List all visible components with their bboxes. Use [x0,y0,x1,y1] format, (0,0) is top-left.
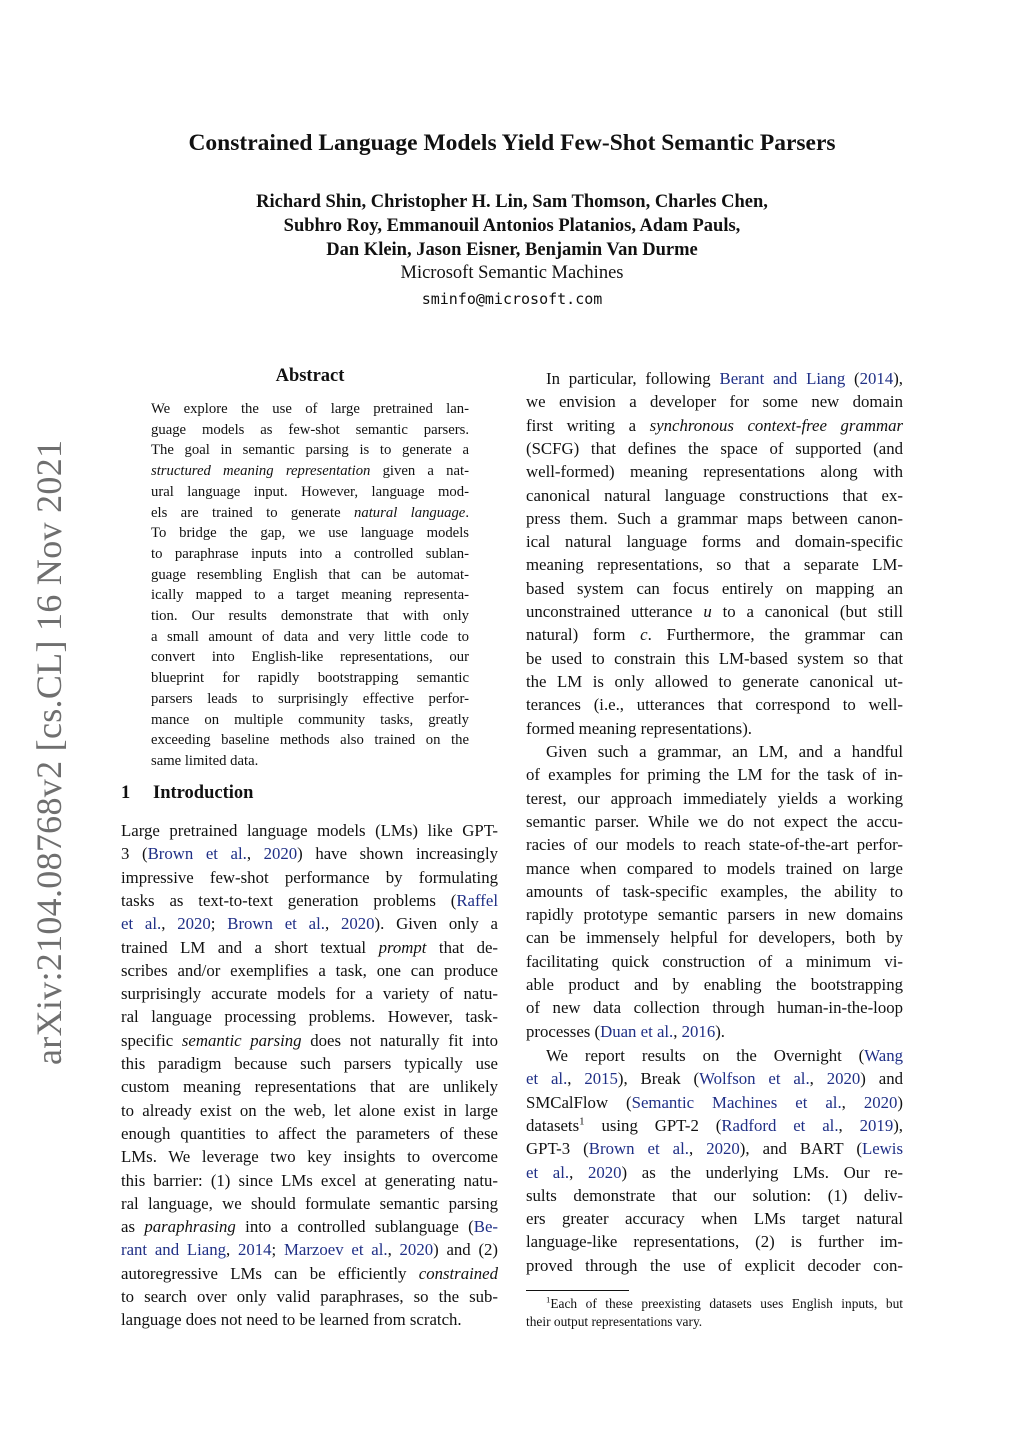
citation-link[interactable]: 2020 [826,1069,861,1089]
body-line [526,647,903,670]
body-line [526,1230,903,1253]
body-line [121,1122,498,1145]
text-span: as [121,1217,145,1237]
body-line [526,1044,903,1067]
text-span: ral language, we should formulate semantic parsing [121,1193,498,1213]
body-line [526,623,903,646]
text-span: , [226,1240,238,1260]
body-line [526,880,903,903]
text-span: , [246,844,264,864]
text-span: we envision a developer for some new domain [526,392,903,412]
body-line [526,1184,903,1207]
text-span: datasets [526,1115,580,1135]
citation-link[interactable]: et al. [121,914,162,934]
text-span: mance on multiple community tasks, greatly [151,711,469,728]
text-span: canonical natural language constructions that ex- [526,485,903,505]
text-span: ). [715,1021,725,1041]
paper-title: Constrained Language Models Yield Few-Shot Semantic Parsers [188,130,836,156]
text-span: , [688,1139,707,1159]
body-line [526,693,903,716]
italic-text: natural language [354,504,466,521]
text-span: to paraphrase inputs into a controlled sublan- [151,545,469,562]
body-line [121,1169,498,1192]
text-span: unconstrained utterance [526,602,704,621]
text-span: meaning representations, so that a separate LM- [526,555,903,575]
text-span: semantic parser. While we do not expect the accu- [526,811,903,831]
text-span: To bridge the gap, we use language models [151,525,469,542]
body-line [121,1075,498,1098]
body-line [526,1091,903,1114]
italic-text: synchronous context-free grammar [649,415,903,435]
body-line [526,717,903,740]
body-line [526,600,903,623]
italic-text: semantic parsing [181,1030,302,1050]
text-span: terances (i.e., utterances that correspond to well- [526,695,903,715]
text-span: language-like representations, (2) is further im- [526,1232,903,1252]
body-line [526,740,903,763]
text-span: sults demonstrate that our solution: (1) deliv- [526,1185,903,1205]
text-span: first writing a [526,415,650,435]
text-span: els are trained to generate [151,504,355,521]
text-span: ral language processing problems. However, task- [121,1007,498,1027]
body-line [121,1238,498,1261]
text-span: tion. Our results demonstrate that with only [151,608,469,624]
body-line [526,833,903,856]
text-span: surprisingly accurate models for a variety of natu- [121,984,498,1004]
text-span: a small amount of data and very little code to [151,628,469,645]
body-line [526,530,903,553]
body-line [526,414,903,437]
body-line [526,1020,903,1043]
body-line [121,889,498,912]
body-line [121,819,498,842]
abstract-line [151,461,469,482]
citation-link[interactable]: Wang [864,1046,903,1065]
citation-link[interactable]: Lewis [861,1139,903,1159]
citation-link[interactable]: Radford et al. [721,1115,839,1135]
arxiv-stamp: arXiv:2104.08768v2 [cs.CL] 16 Nov 2021 [29,439,69,1065]
citation-link[interactable]: Be- [473,1217,498,1237]
text-span: ) as the underlying LMs. Our re- [621,1162,903,1182]
italic-text: constrained [418,1263,498,1283]
body-line [121,1192,498,1215]
body-line [121,936,498,959]
abstract-line [151,544,469,565]
text-span: , [567,1069,585,1089]
body-line [526,926,903,949]
text-span: (SCFG) that defines the space of supported (and [526,438,903,458]
text-span: . Furthermore, the grammar can [647,625,903,645]
citation-link[interactable]: et al. [526,1162,570,1182]
text-span: LMs. We leverage two key insights to overcome [121,1147,498,1167]
contact-email: sminfo@microsoft.com [421,290,603,308]
text-span: ), and BART ( [739,1139,862,1159]
text-span: ) [897,1092,903,1112]
text-span: of examples for priming the LM for the task of in- [526,765,903,785]
text-span: , [161,914,178,934]
citation-link[interactable]: Berant and Liang [719,369,846,388]
footnote-marker: 1 [546,1294,551,1305]
text-span: guage models as few-shot semantic parsers. [151,421,469,438]
body-line [121,1029,498,1052]
body-line [526,996,903,1019]
text-span: We explore the use of large pretrained lan- [151,401,469,417]
text-span: this barrier: (1) since LMs excel at generating natu- [121,1170,498,1190]
body-line [526,787,903,810]
text-span: GPT-3 ( [526,1139,589,1159]
citation-link[interactable]: Brown et al. [147,844,247,864]
citation-link[interactable]: Marzoev et al. [283,1240,388,1260]
text-span: trained LM and a short textual [121,937,379,957]
affiliation: Microsoft Semantic Machines [400,263,624,283]
footnote-rule [526,1290,629,1291]
text-span: The goal in semantic parsing is to generate a [151,442,469,459]
text-span: that de- [426,937,499,957]
body-line [526,577,903,600]
body-line [526,1067,903,1090]
body-line [121,982,498,1005]
abstract-line [151,730,469,751]
italic-text: structured meaning representation [151,463,371,480]
abstract-line [151,606,469,627]
body-line [121,1308,498,1331]
text-span: of new data collection through human-in-the-loop [526,998,903,1018]
abstract-line [151,585,469,606]
text-span: autoregressive LMs can be efficiently [121,1263,419,1283]
text-span: to search over only valid paraphrases, so the sub- [121,1287,498,1306]
text-span: In particular, following [546,369,720,388]
citation-link[interactable]: Brown et al. [588,1139,689,1159]
body-line [121,842,498,865]
body-line [526,903,903,926]
body-line [526,810,903,833]
body-line [526,553,903,576]
text-span: press them. Such a grammar maps between canon- [526,508,903,528]
text-span: , [673,1021,682,1041]
text-span: language does not need to be learned from scratch. [121,1310,462,1330]
body-line [526,763,903,786]
abstract-line [151,647,469,668]
abstract-line [151,751,469,772]
text-span: , [838,1115,860,1135]
citation-link[interactable]: 2020 [263,844,298,864]
text-span: 3 ( [121,844,148,864]
body-line [526,950,903,973]
body-line [121,959,498,982]
body-line [526,973,903,996]
text-span: ), [893,369,903,388]
citation-link[interactable]: Duan et al. [600,1021,674,1041]
text-span: this paradigm because such parsers typically use [121,1054,498,1073]
body-line [526,390,903,413]
section-heading-introduction [121,783,253,804]
italic-text: paraphrasing [144,1217,236,1237]
body-line [526,367,903,390]
citation-link[interactable]: Semantic Machines et al. [631,1092,842,1112]
abstract-line [151,399,469,420]
text-span: terest, our approach immediately yields a working [526,788,903,808]
text-span: ), [893,1115,903,1135]
italic-text: c [640,625,648,645]
text-span: the LM is only allowed to generate canonical ut- [526,671,903,691]
text-span: proved through the use of explicit decoder con- [526,1255,903,1275]
text-span: ). Given only a [374,914,498,934]
text-span: into a controlled sublanguage ( [235,1217,474,1237]
citation-link[interactable]: 2014 [237,1240,272,1260]
text-span: tasks as text-to-text generation problems ( [121,890,457,910]
body-line [526,1137,903,1160]
body-line [526,857,903,880]
citation-link[interactable]: 2020 [863,1092,898,1112]
text-span: using GPT-2 ( [584,1115,722,1135]
text-span: ) and (2) [433,1240,499,1260]
text-span: to already exist on the web, let alone exist in large [121,1100,498,1120]
text-span: Given such a grammar, an LM, and a handful [546,742,903,761]
text-span: be used to constrain this LM-based system so that [526,648,903,668]
text-span: ) and [860,1069,903,1089]
text-span: custom meaning representations that are unlikely [121,1077,498,1097]
text-span: SMCalFlow ( [526,1092,632,1112]
text-span: , [569,1162,588,1182]
section-title: Introduction [153,783,254,803]
text-span: enough quantities to affect the parameters of these [121,1123,498,1143]
text-span: convert into English-like representations, our [151,649,469,666]
text-span: ), Break ( [617,1069,700,1089]
text-span: ical natural language forms and domain-specific [526,532,903,552]
citation-link[interactable]: 2020 [177,914,211,934]
citation-link[interactable]: 2020 [399,1240,434,1260]
abstract-line [151,482,469,503]
text-span: blueprint for rapidly bootstrapping semantic [151,670,469,687]
citation-link[interactable]: 2015 [584,1069,618,1089]
text-span: amounts of task-specific examples, the ability to [526,881,903,901]
text-span: , [324,914,341,934]
text-span: ( [845,369,860,388]
body-line [526,460,903,483]
text-span: Large pretrained language models (LMs) like GPT- [121,821,498,840]
text-span: ers greater accuracy when LMs target natural [526,1209,903,1229]
citation-link[interactable]: Brown et al. [227,914,325,934]
text-span: Each of these preexisting datasets uses English inputs, but [550,1296,903,1311]
text-span: their output representations vary. [526,1314,703,1329]
abstract-line [151,668,469,689]
italic-text: u [703,602,712,621]
body-line [121,1052,498,1075]
text-span: facilitating quick construction of a minimum vi- [526,951,903,971]
text-span: ; [210,914,228,934]
text-span: We report results on the Overnight ( [546,1046,865,1065]
text-span: scribes and/or exemplifies a task, one can produce [121,960,498,980]
text-span: same limited data. [151,752,259,769]
citation-link[interactable]: 2020 [706,1139,740,1159]
abstract-line [151,565,469,586]
text-span: ically mapped to a target meaning representa- [151,587,469,604]
text-span: guage resembling English that can be automat- [151,566,469,583]
text-span: well-formed) meaning representations along with [526,462,903,482]
abstract-line [151,710,469,731]
text-span: , [841,1092,864,1112]
text-span: ) have shown increasingly [297,844,499,864]
abstract-line [151,420,469,441]
text-span: able product and by enabling the bootstrapping [526,975,903,994]
body-line [526,484,903,507]
abstract-line [151,627,469,648]
text-span: given a nat- [370,463,469,480]
abstract-heading: Abstract [275,366,345,386]
abstract-line [151,689,469,710]
text-span: exceeding baseline methods also trained on the [151,732,469,749]
citation-link[interactable]: 2016 [681,1021,716,1041]
italic-text: prompt [378,937,427,957]
text-span: ; [271,1240,284,1260]
abstract-line [151,503,469,524]
text-span: specific [121,1030,182,1050]
text-span: , [387,1240,400,1260]
citation-link[interactable]: Wolfson et al. [699,1069,810,1089]
text-span: mance when compared to models trained on large [526,858,903,878]
abstract-line [151,440,469,461]
body-line [121,912,498,935]
text-span: rapidly prototype semantic parsers in new domains [526,905,903,925]
citation-link[interactable]: 2020 [340,914,375,934]
footnote-marker: 1 [579,1115,585,1128]
citation-link[interactable]: Raffel [456,890,498,910]
citation-link[interactable]: 2014 [859,369,894,388]
text-span: ural language input. However, language mod- [151,483,469,500]
body-line [526,670,903,693]
body-line [121,1145,498,1168]
author-line: Subhro Roy, Emmanouil Antonios Platanios, Adam Pauls, [283,216,741,236]
body-line [526,1114,903,1137]
text-span: does not naturally fit into [301,1030,499,1050]
author-list [0,190,1024,262]
body-line [526,437,903,460]
citation-link[interactable]: rant and Liang [121,1240,226,1260]
body-line [121,1262,498,1285]
text-span: based system can focus entirely on mapping an [526,578,903,598]
body-line [526,1161,903,1184]
body-line [121,1215,498,1238]
body-line [121,1005,498,1028]
text-span: natural) form [526,625,641,645]
text-span: , [809,1069,827,1089]
author-line: Richard Shin, Christopher H. Lin, Sam Thomson, Charles Chen, [256,192,768,212]
citation-link[interactable]: 2020 [587,1162,622,1182]
text-span: racies of our models to reach state-of-the-art perfor- [526,835,903,855]
footnote-line [526,1295,903,1313]
text-span: formed meaning representations). [526,718,752,738]
footnote-line [526,1313,903,1331]
section-number: 1 [121,783,131,803]
text-span: parsers leads to surprisingly effective perfor- [151,690,469,707]
body-line [121,1099,498,1122]
text-span: impressive few-shot performance by formulating [121,867,498,887]
body-line [526,507,903,530]
body-line [121,1285,498,1308]
body-line [121,866,498,889]
text-span: processes ( [526,1021,601,1041]
body-line [526,1254,903,1277]
citation-link[interactable]: et al. [526,1069,568,1089]
text-span: to a canonical (but still [711,602,903,621]
abstract-line [151,523,469,544]
body-line [526,1207,903,1230]
citation-link[interactable]: 2019 [859,1115,894,1135]
author-line: Dan Klein, Jason Eisner, Benjamin Van Durme [326,240,698,260]
text-span: can be immensely helpful for developers, both by [526,928,903,948]
text-span: . [465,504,469,521]
